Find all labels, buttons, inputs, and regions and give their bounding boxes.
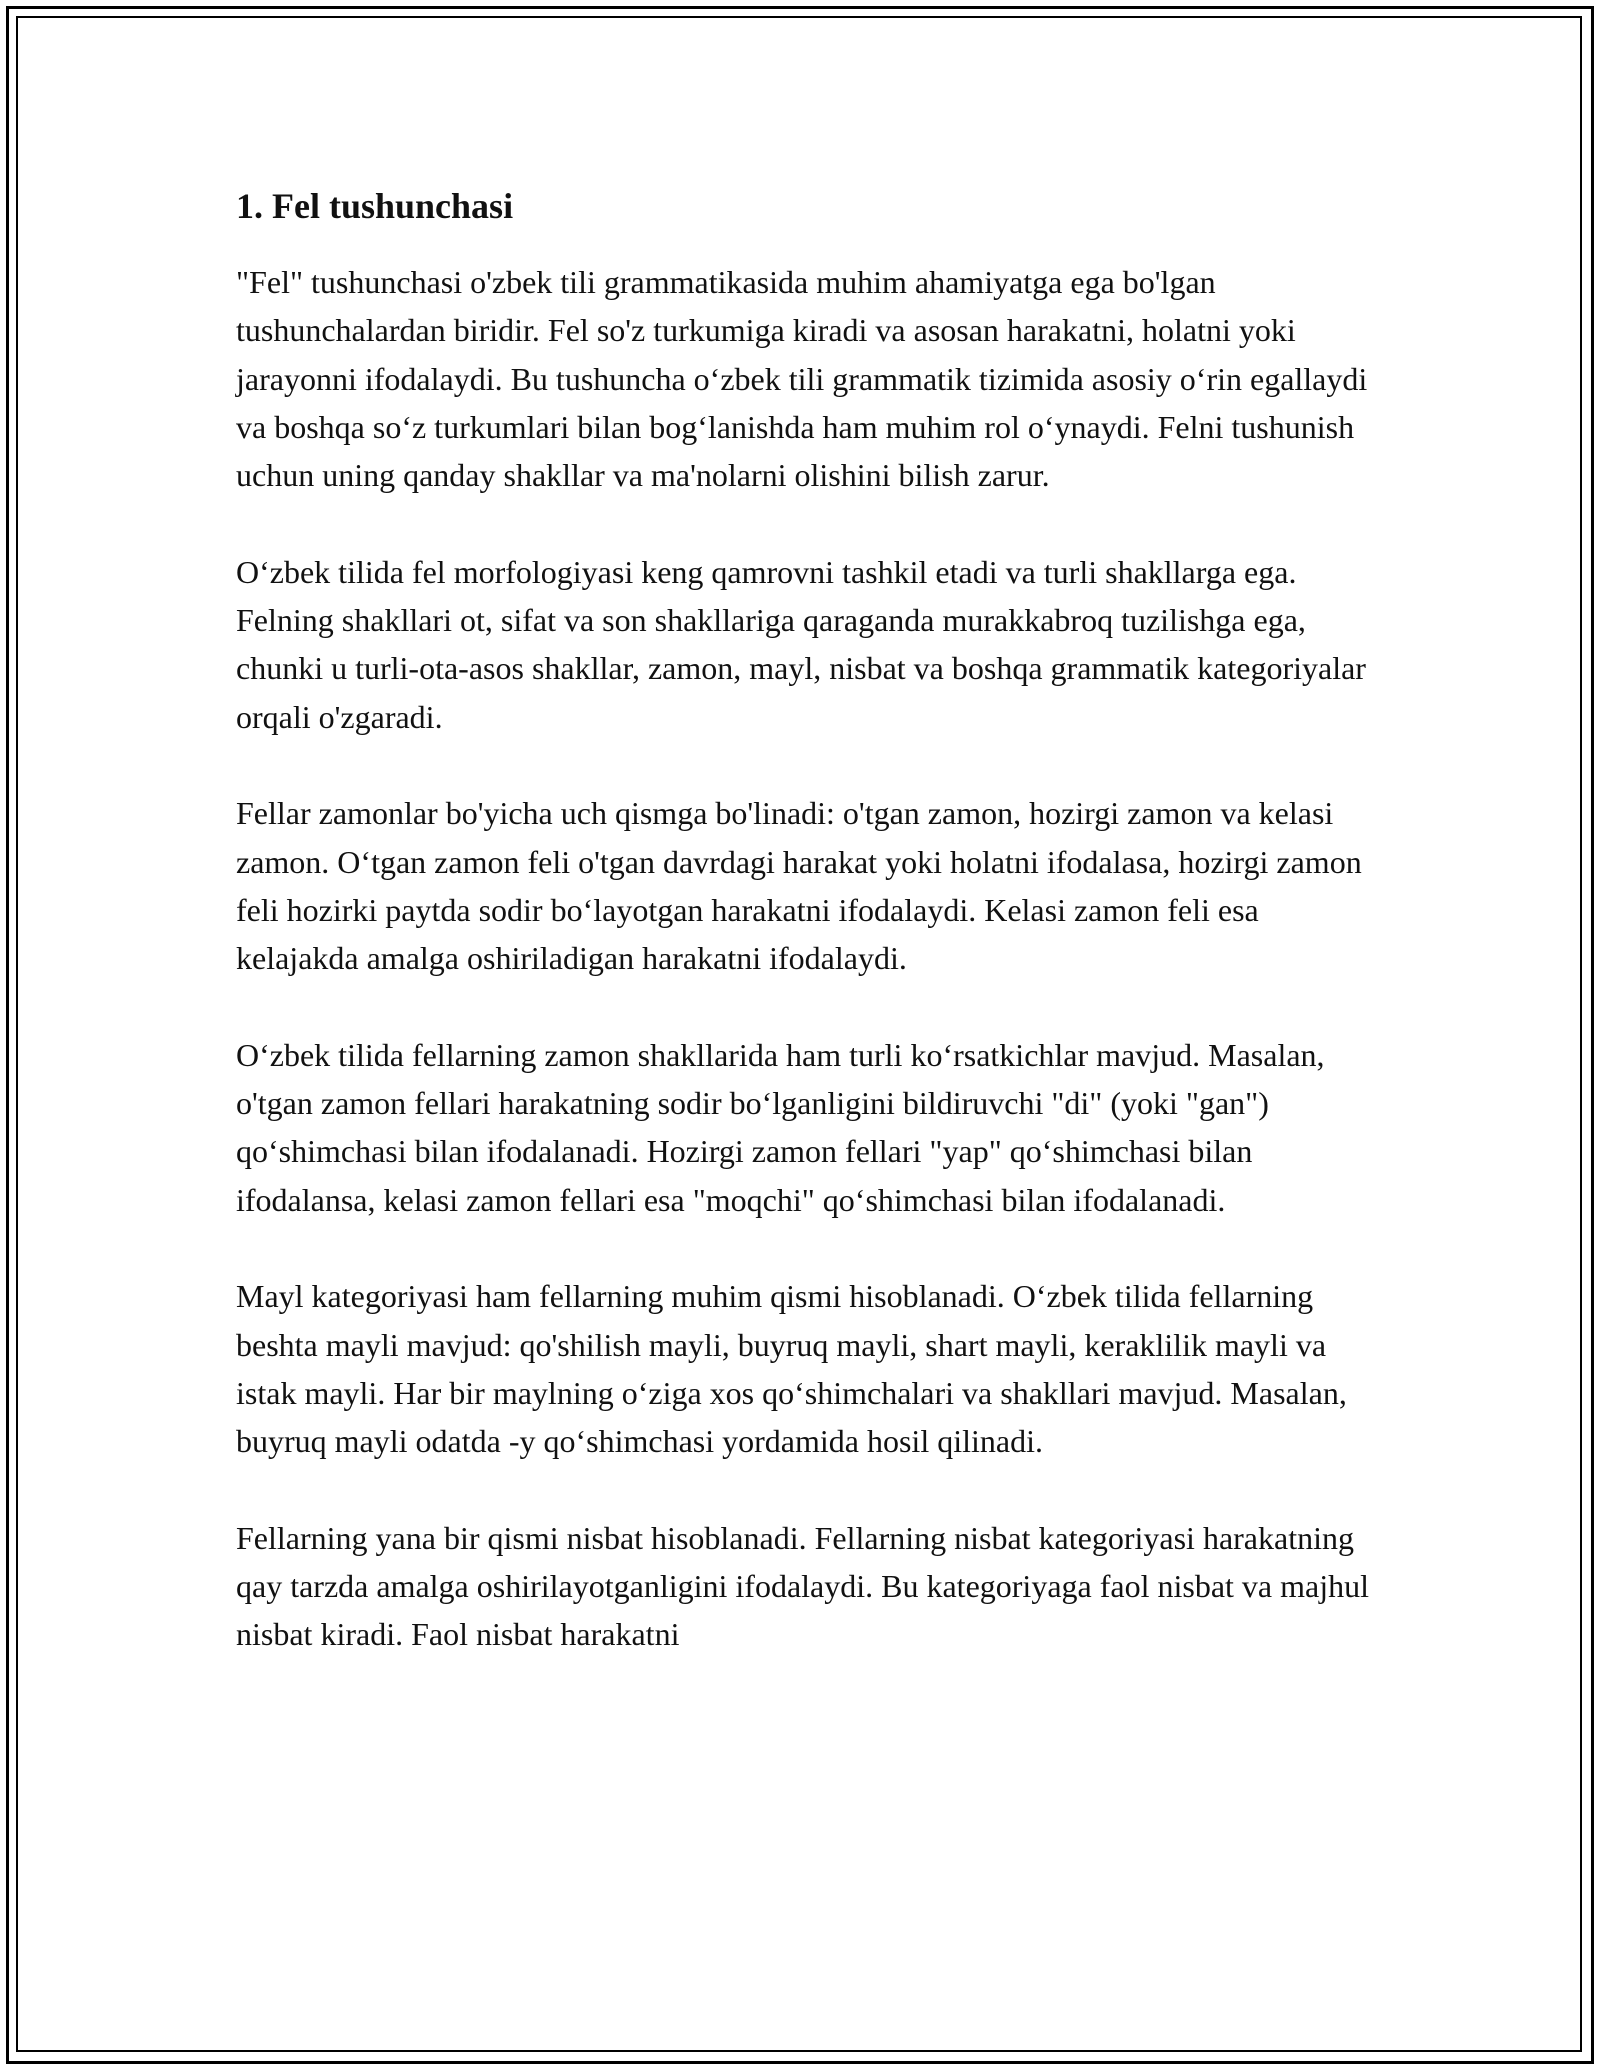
paragraph: Fellarning yana bir qismi nisbat hisoblanadi. Fellarning nisbat kategoriyasi harakatning qay tarzda amalga oshirilayotganligini ifodalaydi. Bu kategoriyaga faol nisbat va majhul nisbat kiradi. Faol nisbat harakatni [236,1519,1369,1653]
document-body [236,184,1376,1659]
paragraph: Fellar zamonlar bo'yicha uch qismga bo'linadi: o'tgan zamon, hozirgi zamon va kelasi zamon. O‘tgan zamon feli o'tgan davrdagi harakat yoki holatni ifodalasa, hozirgi zamon feli hozirki paytda sodir bo‘layotgan harakatni ifodalaydi. Kelasi zamon feli esa kelajakda amalga oshiriladigan harakatni ifodalaydi. [236,795,1362,977]
section-heading: 1. Fel tushunchasi [236,186,514,226]
paragraph: Mayl kategoriyasi ham fellarning muhim qismi hisoblanadi. O‘zbek tilida fellarning beshta mayli mavjud: qo'shilish mayli, buyruq mayli, shart mayli, keraklilik mayli va istak mayli. Har bir maylning o‘ziga xos qo‘shimchalari va shakllari mavjud. Masalan, buyruq mayli odatda -y qo‘shimchasi yordamida hosil qilinadi. [236,1278,1347,1460]
paragraph: "Fel" tushunchasi o'zbek tili grammatikasida muhim ahamiyatga ega bo'lgan tushunchalardan biridir. Fel so'z turkumiga kiradi va asosan harakatni, holatni yoki jarayonni ifodalaydi. Bu tushuncha o‘zbek tili grammatik tizimida asosiy o‘rin egallaydi va boshqa so‘z turkumlari bilan bog‘lanishda ham muhim rol o‘ynaydi. Felni tushunish uchun uning qanday shakllar va ma'nolarni olishini bilish zarur. [236,264,1368,494]
paragraph: O‘zbek tilida fel morfologiyasi keng qamrovni tashkil etadi va turli shakllarga ega. Felning shakllari ot, sifat va son shakllariga qaraganda murakkabroq tuzilishga ega, chunki u turli-ota-asos shakllar, zamon, mayl, nisbat va boshqa grammatik kategoriyalar orqali o'zgaradi. [236,553,1366,735]
paragraph: O‘zbek tilida fellarning zamon shakllarida ham turli ko‘rsatkichlar mavjud. Masalan, o'tgan zamon fellari harakatning sodir bo‘lganligini bildiruvchi "di" (yoki "gan") qo‘shimchasi bilan ifodalanadi. Hozirgi zamon fellari "yap" qo‘shimchasi bilan ifodalansa, kelasi zamon fellari esa "moqchi" qo‘shimchasi bilan ifodalanadi. [236,1036,1325,1218]
